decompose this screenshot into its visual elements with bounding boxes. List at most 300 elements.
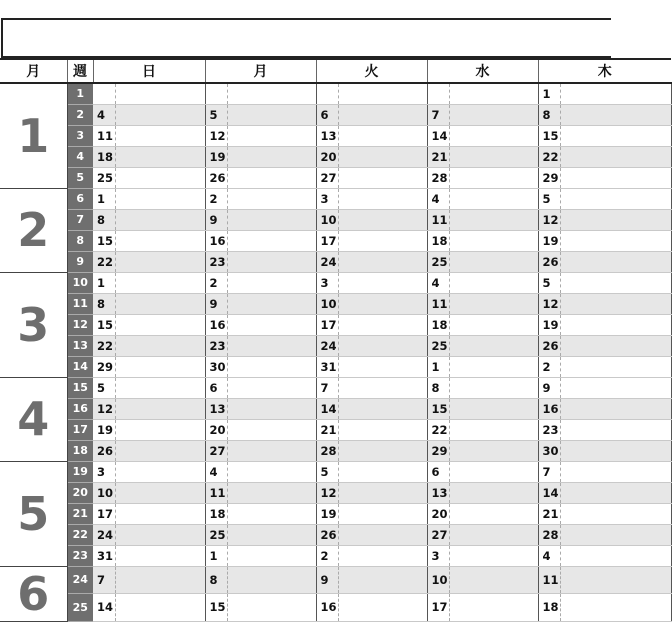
day-number: 25: [93, 167, 115, 188]
day-cell[interactable]: [560, 566, 671, 594]
week-row: [0, 230, 671, 251]
week-row: [0, 356, 671, 377]
day-number: 12: [538, 209, 560, 230]
week-number: 9: [67, 251, 93, 272]
week-row: [0, 146, 671, 167]
day-number: 17: [427, 594, 449, 622]
day-cell[interactable]: [227, 356, 316, 377]
day-cell[interactable]: [449, 314, 538, 335]
weekday-header-thu: 木: [538, 59, 671, 83]
day-cell[interactable]: [449, 272, 538, 293]
day-number: 4: [427, 188, 449, 209]
day-cell[interactable]: [227, 188, 316, 209]
day-number: 8: [538, 104, 560, 125]
day-number: 12: [205, 125, 227, 146]
day-cell[interactable]: [338, 293, 427, 314]
day-cell[interactable]: [560, 272, 671, 293]
week-row: [0, 209, 671, 230]
week-number: 2: [67, 104, 93, 125]
day-cell[interactable]: [560, 104, 671, 125]
day-number: 20: [316, 146, 338, 167]
week-number: 24: [67, 566, 93, 594]
header-row: [0, 59, 671, 83]
day-cell[interactable]: [227, 335, 316, 356]
day-cell[interactable]: [227, 377, 316, 398]
day-cell[interactable]: [338, 209, 427, 230]
day-cell[interactable]: [115, 482, 205, 503]
day-number: 2: [538, 356, 560, 377]
day-cell[interactable]: [115, 251, 205, 272]
day-number: 14: [427, 125, 449, 146]
day-cell[interactable]: [338, 482, 427, 503]
week-row: [0, 482, 671, 503]
day-cell[interactable]: [560, 482, 671, 503]
day-number: 10: [316, 209, 338, 230]
day-cell[interactable]: [338, 461, 427, 482]
day-cell[interactable]: [115, 377, 205, 398]
day-cell[interactable]: [449, 461, 538, 482]
day-number: 9: [538, 377, 560, 398]
day-number: 19: [205, 146, 227, 167]
day-cell[interactable]: [227, 146, 316, 167]
day-cell[interactable]: [338, 524, 427, 545]
week-number: 10: [67, 272, 93, 293]
day-number: 24: [316, 251, 338, 272]
day-number: 11: [93, 125, 115, 146]
day-number: 24: [93, 524, 115, 545]
day-number: 17: [316, 230, 338, 251]
day-number: 22: [93, 251, 115, 272]
day-cell[interactable]: [560, 146, 671, 167]
day-number: 5: [316, 461, 338, 482]
week-number: 13: [67, 335, 93, 356]
month-label: 6: [0, 566, 67, 621]
week-number: 15: [67, 377, 93, 398]
day-cell[interactable]: [449, 230, 538, 251]
day-cell[interactable]: [560, 125, 671, 146]
day-number: 25: [205, 524, 227, 545]
day-number: 1: [93, 272, 115, 293]
day-number: [205, 83, 227, 104]
day-number: 3: [316, 188, 338, 209]
week-number: 16: [67, 398, 93, 419]
day-number: 12: [93, 398, 115, 419]
day-number: 21: [427, 146, 449, 167]
day-cell[interactable]: [115, 272, 205, 293]
day-number: 6: [205, 377, 227, 398]
day-cell[interactable]: [115, 188, 205, 209]
day-cell[interactable]: [115, 104, 205, 125]
week-number: 20: [67, 482, 93, 503]
day-number: 27: [427, 524, 449, 545]
day-number: 28: [427, 167, 449, 188]
day-cell[interactable]: [115, 314, 205, 335]
week-row: [0, 377, 671, 398]
day-number: 15: [538, 125, 560, 146]
day-cell[interactable]: [560, 293, 671, 314]
day-number: 8: [93, 293, 115, 314]
day-number: 19: [93, 419, 115, 440]
week-row: [0, 398, 671, 419]
day-number: 17: [93, 503, 115, 524]
day-number: 12: [538, 293, 560, 314]
day-number: 28: [538, 524, 560, 545]
day-cell[interactable]: [449, 335, 538, 356]
week-number: 6: [67, 188, 93, 209]
day-number: 9: [205, 209, 227, 230]
day-cell[interactable]: [338, 167, 427, 188]
day-number: 14: [538, 482, 560, 503]
day-cell[interactable]: [560, 356, 671, 377]
day-number: 13: [316, 125, 338, 146]
day-number: 29: [93, 356, 115, 377]
day-cell[interactable]: [115, 146, 205, 167]
day-number: 7: [316, 377, 338, 398]
week-number: 3: [67, 125, 93, 146]
week-row: [0, 461, 671, 482]
day-number: 3: [93, 461, 115, 482]
week-number: 5: [67, 167, 93, 188]
day-cell[interactable]: [115, 594, 205, 622]
day-number: 5: [205, 104, 227, 125]
day-number: 8: [205, 566, 227, 594]
day-number: 24: [316, 335, 338, 356]
day-cell[interactable]: [560, 314, 671, 335]
day-cell[interactable]: [449, 594, 538, 622]
day-number: 5: [538, 272, 560, 293]
day-number: [93, 83, 115, 104]
day-number: 11: [205, 482, 227, 503]
month-label: 2: [0, 188, 67, 272]
day-cell[interactable]: [449, 482, 538, 503]
day-number: 16: [205, 314, 227, 335]
day-cell[interactable]: [338, 419, 427, 440]
day-cell[interactable]: [227, 167, 316, 188]
day-cell[interactable]: [338, 314, 427, 335]
week-number: 14: [67, 356, 93, 377]
day-cell[interactable]: [227, 419, 316, 440]
day-cell[interactable]: [449, 377, 538, 398]
day-cell[interactable]: [115, 461, 205, 482]
day-number: 29: [538, 167, 560, 188]
day-cell[interactable]: [560, 230, 671, 251]
day-number: 2: [205, 272, 227, 293]
day-number: 2: [205, 188, 227, 209]
day-number: [316, 83, 338, 104]
day-number: 10: [316, 293, 338, 314]
day-cell[interactable]: [338, 272, 427, 293]
day-number: 4: [427, 272, 449, 293]
day-number: 31: [93, 545, 115, 566]
yearly-calendar-table: [0, 58, 672, 622]
week-column-header: 週: [67, 59, 93, 83]
day-cell[interactable]: [227, 104, 316, 125]
day-cell[interactable]: [560, 167, 671, 188]
day-number: 26: [538, 251, 560, 272]
day-number: 10: [427, 566, 449, 594]
day-number: 9: [316, 566, 338, 594]
week-row: [0, 104, 671, 125]
day-cell[interactable]: [338, 503, 427, 524]
day-cell[interactable]: [560, 83, 671, 104]
week-row: [0, 188, 671, 209]
day-number: 6: [316, 104, 338, 125]
day-cell[interactable]: [449, 209, 538, 230]
day-cell[interactable]: [449, 188, 538, 209]
week-row: [0, 440, 671, 461]
week-row: [0, 167, 671, 188]
day-number: 18: [427, 314, 449, 335]
day-number: 10: [93, 482, 115, 503]
day-number: 23: [538, 419, 560, 440]
day-number: 19: [538, 314, 560, 335]
day-cell[interactable]: [227, 440, 316, 461]
day-cell[interactable]: [338, 188, 427, 209]
day-number: 5: [93, 377, 115, 398]
week-number: 8: [67, 230, 93, 251]
day-number: 22: [538, 146, 560, 167]
week-row: [0, 314, 671, 335]
day-number: 25: [427, 251, 449, 272]
week-row: [0, 419, 671, 440]
day-cell[interactable]: [227, 545, 316, 566]
day-cell[interactable]: [449, 398, 538, 419]
day-number: 5: [538, 188, 560, 209]
day-cell[interactable]: [115, 293, 205, 314]
day-cell[interactable]: [115, 566, 205, 594]
calendar-body: [0, 83, 671, 621]
calendar-title-area: [1, 18, 611, 58]
day-number: 15: [205, 594, 227, 622]
day-number: 26: [316, 524, 338, 545]
day-cell[interactable]: [338, 146, 427, 167]
day-cell[interactable]: [227, 503, 316, 524]
day-number: 16: [538, 398, 560, 419]
week-number: 17: [67, 419, 93, 440]
day-cell[interactable]: [115, 545, 205, 566]
week-number: 11: [67, 293, 93, 314]
day-cell[interactable]: [115, 503, 205, 524]
week-row: [0, 524, 671, 545]
day-cell[interactable]: [338, 356, 427, 377]
day-cell[interactable]: [227, 83, 316, 104]
weekday-header-wed: 水: [427, 59, 538, 83]
week-number: 25: [67, 594, 93, 622]
day-number: 9: [205, 293, 227, 314]
day-cell[interactable]: [560, 251, 671, 272]
day-number: 31: [316, 356, 338, 377]
week-row: [0, 594, 671, 622]
day-cell[interactable]: [560, 440, 671, 461]
day-cell[interactable]: [449, 545, 538, 566]
day-number: 22: [427, 419, 449, 440]
day-cell[interactable]: [338, 335, 427, 356]
day-number: 11: [427, 293, 449, 314]
month-label: 5: [0, 461, 67, 566]
week-number: 1: [67, 83, 93, 104]
day-cell[interactable]: [115, 440, 205, 461]
day-cell[interactable]: [227, 251, 316, 272]
day-number: 25: [427, 335, 449, 356]
day-cell[interactable]: [227, 209, 316, 230]
day-cell[interactable]: [560, 545, 671, 566]
day-cell[interactable]: [227, 314, 316, 335]
day-cell[interactable]: [115, 83, 205, 104]
day-cell[interactable]: [449, 83, 538, 104]
day-cell[interactable]: [115, 356, 205, 377]
day-number: 4: [93, 104, 115, 125]
day-cell[interactable]: [115, 335, 205, 356]
day-cell[interactable]: [338, 566, 427, 594]
week-row: [0, 293, 671, 314]
day-cell[interactable]: [449, 293, 538, 314]
day-number: 18: [427, 230, 449, 251]
day-cell[interactable]: [115, 125, 205, 146]
day-cell[interactable]: [227, 594, 316, 622]
month-label: 1: [0, 83, 67, 188]
week-row: [0, 566, 671, 594]
day-number: 3: [427, 545, 449, 566]
day-cell[interactable]: [449, 566, 538, 594]
day-cell[interactable]: [338, 377, 427, 398]
day-cell[interactable]: [227, 461, 316, 482]
day-cell[interactable]: [338, 230, 427, 251]
day-cell[interactable]: [449, 167, 538, 188]
day-number: 18: [205, 503, 227, 524]
day-number: 13: [205, 398, 227, 419]
day-number: 7: [93, 566, 115, 594]
week-number: 23: [67, 545, 93, 566]
week-number: 7: [67, 209, 93, 230]
day-number: 14: [93, 594, 115, 622]
day-cell[interactable]: [560, 398, 671, 419]
week-number: 18: [67, 440, 93, 461]
day-cell[interactable]: [227, 524, 316, 545]
day-number: 13: [427, 482, 449, 503]
day-number: 8: [93, 209, 115, 230]
day-cell[interactable]: [560, 188, 671, 209]
week-row: [0, 335, 671, 356]
day-number: 30: [205, 356, 227, 377]
day-number: 16: [205, 230, 227, 251]
day-cell[interactable]: [560, 594, 671, 622]
day-number: 7: [427, 104, 449, 125]
day-cell[interactable]: [449, 419, 538, 440]
day-number: 4: [538, 545, 560, 566]
day-number: 27: [316, 167, 338, 188]
day-cell[interactable]: [338, 594, 427, 622]
day-cell[interactable]: [227, 482, 316, 503]
day-number: 15: [427, 398, 449, 419]
day-number: 17: [316, 314, 338, 335]
day-cell[interactable]: [227, 566, 316, 594]
weekday-header-tue: 火: [316, 59, 427, 83]
day-cell[interactable]: [449, 524, 538, 545]
week-row: [0, 125, 671, 146]
day-number: 29: [427, 440, 449, 461]
day-cell[interactable]: [449, 356, 538, 377]
day-number: 19: [538, 230, 560, 251]
day-cell[interactable]: [560, 524, 671, 545]
day-number: [427, 83, 449, 104]
week-number: 22: [67, 524, 93, 545]
day-cell[interactable]: [115, 209, 205, 230]
day-cell[interactable]: [338, 251, 427, 272]
week-number: 12: [67, 314, 93, 335]
month-column-header: 月: [0, 59, 67, 83]
day-cell[interactable]: [449, 125, 538, 146]
day-number: 11: [427, 209, 449, 230]
day-number: 18: [93, 146, 115, 167]
day-number: 26: [205, 167, 227, 188]
day-number: 23: [205, 335, 227, 356]
day-cell[interactable]: [338, 83, 427, 104]
day-cell[interactable]: [115, 398, 205, 419]
day-number: 21: [316, 419, 338, 440]
day-cell[interactable]: [560, 209, 671, 230]
day-number: 18: [538, 594, 560, 622]
day-cell[interactable]: [115, 419, 205, 440]
day-cell[interactable]: [338, 398, 427, 419]
week-number: 4: [67, 146, 93, 167]
day-number: 11: [538, 566, 560, 594]
day-cell[interactable]: [338, 104, 427, 125]
day-cell[interactable]: [338, 440, 427, 461]
day-cell[interactable]: [115, 167, 205, 188]
day-cell[interactable]: [449, 104, 538, 125]
day-number: 23: [205, 251, 227, 272]
day-cell[interactable]: [560, 461, 671, 482]
day-cell[interactable]: [227, 293, 316, 314]
day-cell[interactable]: [449, 251, 538, 272]
day-number: 19: [316, 503, 338, 524]
day-cell[interactable]: [338, 545, 427, 566]
day-number: 16: [316, 594, 338, 622]
day-cell[interactable]: [449, 146, 538, 167]
day-cell[interactable]: [227, 398, 316, 419]
day-number: 15: [93, 314, 115, 335]
day-cell[interactable]: [227, 272, 316, 293]
day-cell[interactable]: [560, 419, 671, 440]
day-number: 21: [538, 503, 560, 524]
week-row: [0, 251, 671, 272]
day-cell[interactable]: [449, 503, 538, 524]
day-cell[interactable]: [115, 524, 205, 545]
week-row: [0, 503, 671, 524]
day-cell[interactable]: [227, 230, 316, 251]
day-cell[interactable]: [449, 440, 538, 461]
week-row: [0, 272, 671, 293]
day-cell[interactable]: [338, 125, 427, 146]
day-cell[interactable]: [227, 125, 316, 146]
day-number: 20: [205, 419, 227, 440]
day-number: 20: [427, 503, 449, 524]
day-number: 3: [316, 272, 338, 293]
weekday-header-mon: 月: [205, 59, 316, 83]
week-number: 19: [67, 461, 93, 482]
day-cell[interactable]: [115, 230, 205, 251]
day-number: 22: [93, 335, 115, 356]
month-label: 4: [0, 377, 67, 461]
day-number: 15: [93, 230, 115, 251]
day-number: 1: [205, 545, 227, 566]
day-number: 12: [316, 482, 338, 503]
day-number: 4: [205, 461, 227, 482]
day-cell[interactable]: [560, 503, 671, 524]
day-number: 28: [316, 440, 338, 461]
day-cell[interactable]: [560, 335, 671, 356]
day-cell[interactable]: [560, 377, 671, 398]
